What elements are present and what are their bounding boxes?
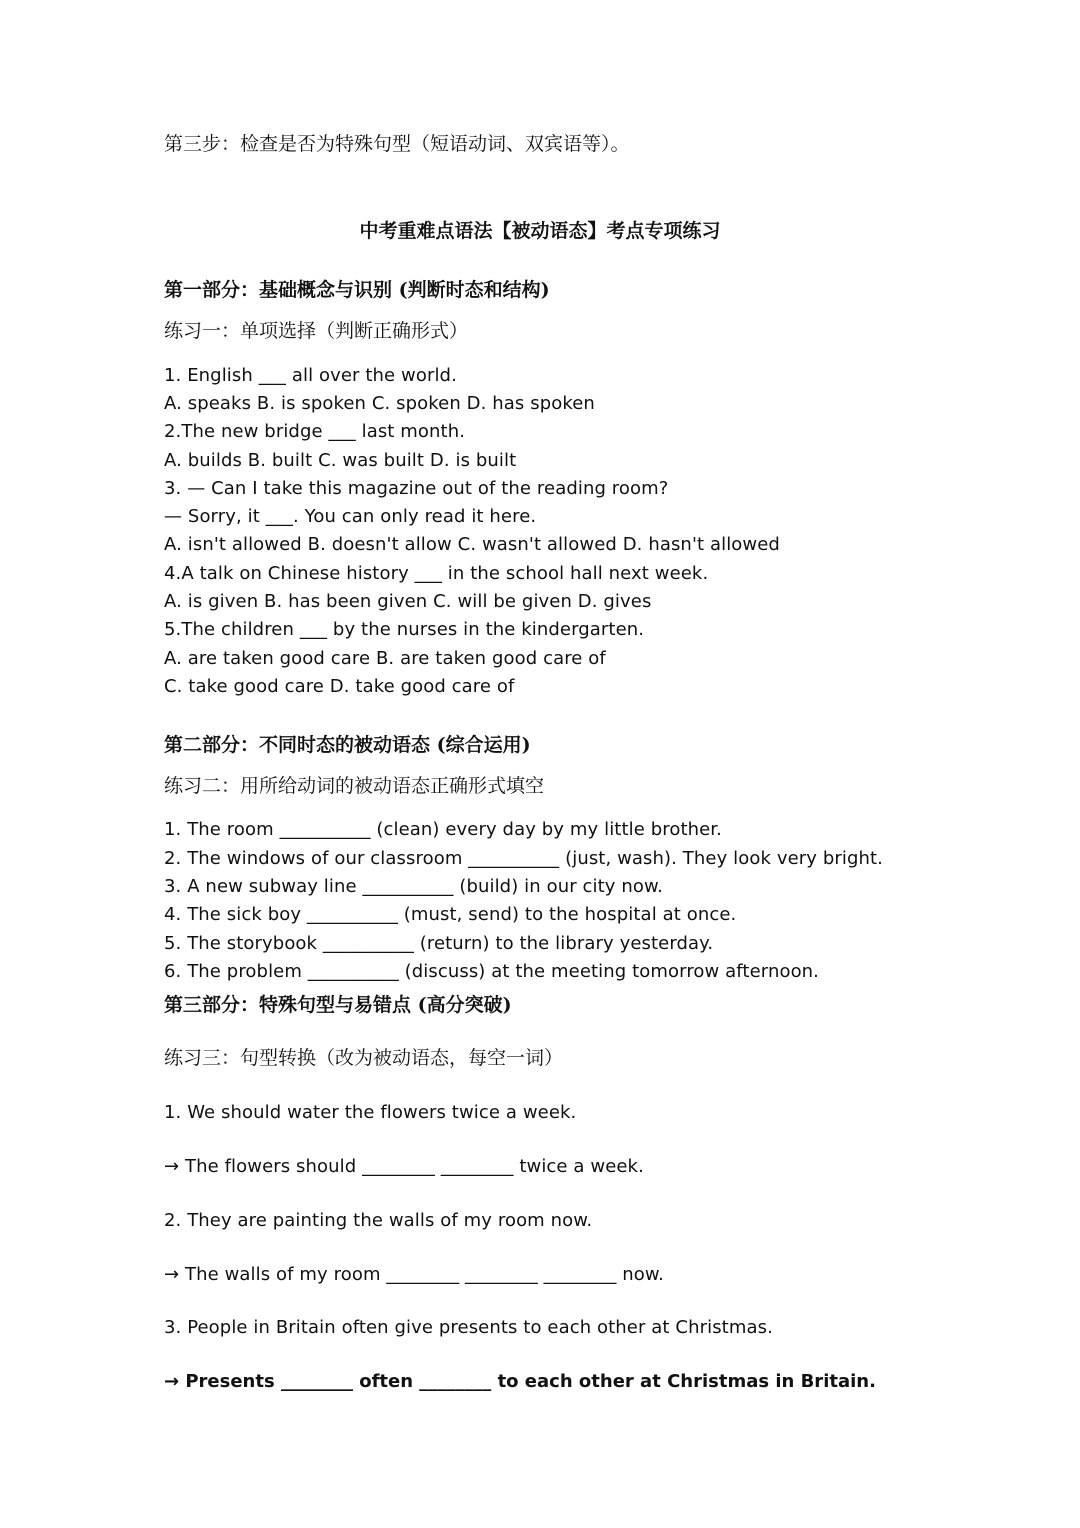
exercise3-line: 1. We should water the flowers twice a week. <box>164 1102 577 1123</box>
exercise2-line: 5. The storybook __________ (return) to the library yesterday. <box>164 933 714 954</box>
exercise1-line: — Sorry, it ___. You can only read it here. <box>164 506 537 527</box>
exercise1-title: 练习一：单项选择（判断正确形式） <box>164 320 469 342</box>
exercise1-line: 2.The new bridge ___ last month. <box>164 421 466 442</box>
exercise3-title: 练习三：句型转换（改为被动语态，每空一词） <box>164 1047 564 1069</box>
part1-heading: 第一部分：基础概念与识别 (判断时态和结构) <box>164 279 550 301</box>
document-title: 中考重难点语法【被动语态】考点专项练习 <box>359 220 721 242</box>
exercise2-title: 练习二：用所给动词的被动语态正确形式填空 <box>164 775 545 797</box>
exercise3-line: 3. People in Britain often give presents to each other at Christmas. <box>164 1317 773 1338</box>
exercise3-line: → Presents ________ often ________ to each other at Christmas in Britain. <box>164 1371 876 1392</box>
exercise1-line: A. is given B. has been given C. will be given D. gives <box>164 591 652 612</box>
exercise1-line: 1. English ___ all over the world. <box>164 365 457 386</box>
exercise3-line: → The flowers should ________ ________ twice a week. <box>164 1156 644 1177</box>
exercise1-line: A. are taken good care B. are taken good care of <box>164 648 606 669</box>
exercise2-line: 2. The windows of our classroom __________ (just, wash). They look very bright. <box>164 848 883 869</box>
exercise1-line: 3. — Can I take this magazine out of the reading room? <box>164 478 669 499</box>
exercise2-line: 1. The room __________ (clean) every day by my little brother. <box>164 819 722 840</box>
exercise2-line: 3. A new subway line __________ (build) in our city now. <box>164 876 663 897</box>
exercise2-line: 4. The sick boy __________ (must, send) to the hospital at once. <box>164 904 737 925</box>
exercise3-line: 2. They are painting the walls of my room now. <box>164 1210 593 1231</box>
exercise1-line: 4.A talk on Chinese history ___ in the school hall next week. <box>164 563 709 584</box>
exercise2-line: 6. The problem __________ (discuss) at the meeting tomorrow afternoon. <box>164 961 820 982</box>
exercise1-line: A. builds B. built C. was built D. is built <box>164 450 517 471</box>
exercise1-line: 5.The children ___ by the nurses in the kindergarten. <box>164 619 645 640</box>
part2-heading: 第二部分：不同时态的被动语态 (综合运用) <box>164 734 531 756</box>
step3-text: 第三步：检查是否为特殊句型（短语动词、双宾语等）。 <box>164 133 630 155</box>
exercise1-line: A. isn't allowed B. doesn't allow C. wasn't allowed D. hasn't allowed <box>164 534 780 555</box>
exercise3-line: → The walls of my room ________ ________ ________ now. <box>164 1264 664 1285</box>
exercise1-line: C. take good care D. take good care of <box>164 676 515 697</box>
exercise1-line: A. speaks B. is spoken C. spoken D. has spoken <box>164 393 595 414</box>
part3-heading: 第三部分：特殊句型与易错点 (高分突破) <box>164 994 512 1016</box>
